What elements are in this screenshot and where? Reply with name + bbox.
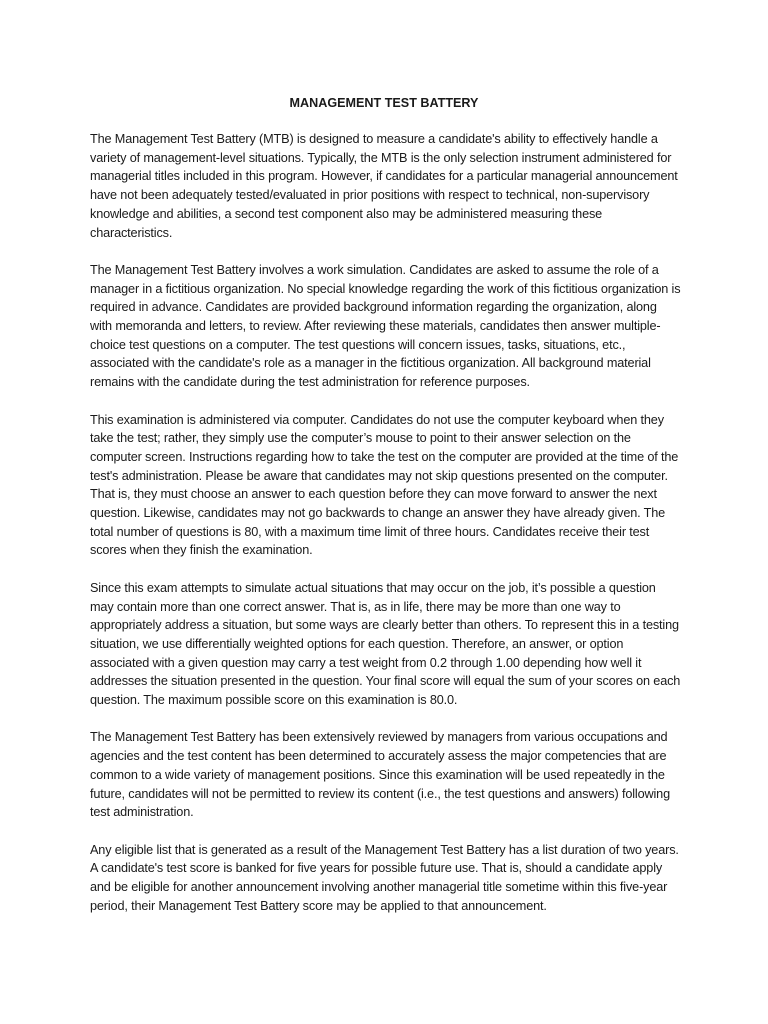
paragraph-eligible-list: Any eligible list that is generated as a result of the Management Test Battery has a list duration of two years. A candidate's test score is banked for five years for possible future use. That is, should a candidate apply and be eligible for another announcement involving another managerial title sometime within this five-year period, their Management Test Battery score may be applied to that announcement. xyxy=(90,842,679,913)
paragraph-overview: The Management Test Battery (MTB) is designed to measure a candidate's ability to effectively handle a variety of management-level situations. Typically, the MTB is the only selection instrument administered for managerial titles included in this program. However, if candidates for a particular managerial announcement have not been adequately tested/evaluated in prior positions with respect to technical, non-supervisory knowledge and abilities, a second test component also may be administered measuring these characteristics. xyxy=(90,132,678,240)
document-body xyxy=(90,130,682,934)
page-title: MANAGEMENT TEST BATTERY xyxy=(289,96,479,110)
paragraph-work-simulation: The Management Test Battery involves a work simulation. Candidates are asked to assume the role of a manager in a fictitious organization. No special knowledge regarding the work of this fictitious organization is required in advance. Candidates are provided background information regarding the organization, along with memoranda and letters, to review. After reviewing these materials, candidates then answer multiple-choice test questions on a computer. The test questions will concern issues, tasks, situations, etc., associated with the candidate's role as a manager in the fictitious organization. All background material remains with the candidate during the test administration for reference purposes. xyxy=(90,262,681,390)
paragraph-review: The Management Test Battery has been extensively reviewed by managers from various occupations and agencies and the test content has been determined to accurately assess the major competencies that are common to a wide variety of management positions. Since this examination will be used repeatedly in the future, candidates will not be permitted to review its content (i.e., the test questions and answers) following test administration. xyxy=(90,730,670,820)
paragraph-scoring: Since this exam attempts to simulate actual situations that may occur on the job, it’s possible a question may contain more than one correct answer. That is, as in life, there may be more than one way to appropriately address a situation, but some ways are clearly better than others. To represent this in a testing situation, we use differentially weighted options for each question. Therefore, an answer, or option associated with a given question may carry a test weight from 0.2 through 1.00 depending how well it addresses the situation presented in the question. Your final score will equal the sum of your scores on each question. The maximum possible score on this examination is 80.0. xyxy=(90,580,681,708)
paragraph-computer-administration: This examination is administered via computer. Candidates do not use the computer keyboard when they take the test; rather, they simply use the computer’s mouse to point to their answer selection on the computer screen. Instructions regarding how to take the test on the computer are provided at the time of the test's administration. Please be aware that candidates may not skip questions presented on the computer. That is, they must choose an answer to each question before they can move forward to answer the next question. Likewise, candidates may not go backwards to change an answer they have already given. The total number of questions is 80, with a maximum time limit of three hours. Candidates receive their test scores when they finish the examination. xyxy=(90,412,679,558)
